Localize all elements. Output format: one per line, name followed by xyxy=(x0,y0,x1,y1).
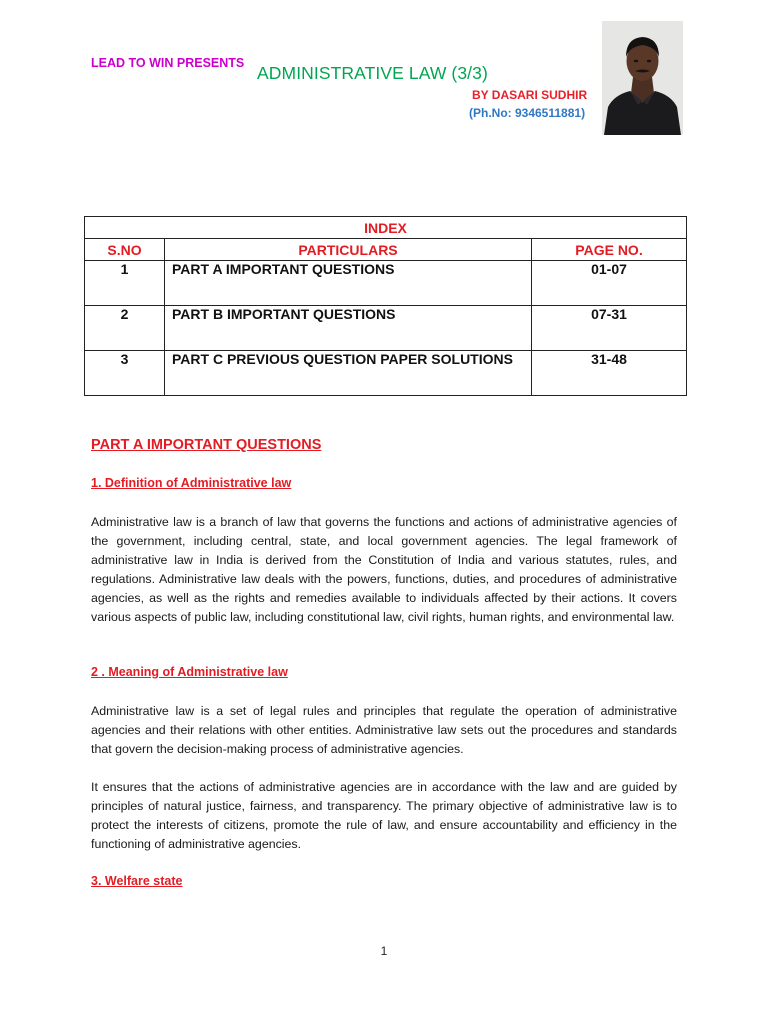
part-a-heading: PART A IMPORTANT QUESTIONS xyxy=(91,437,322,453)
document-title: ADMINISTRATIVE LAW (3/3) xyxy=(257,63,488,83)
column-header-particulars: PARTICULARS xyxy=(165,239,532,261)
section-heading-definition: 1. Definition of Administrative law xyxy=(91,476,292,490)
row-sno: 1 xyxy=(85,261,165,306)
table-header-row xyxy=(85,239,687,261)
column-header-page: PAGE NO. xyxy=(532,239,687,261)
row-page: 01-07 xyxy=(532,261,687,306)
paragraph-meaning-1: Administrative law is a set of legal rules and principles that regulate the operation of administrative agencies and their relations with other entities. Administrative law sets out the procedures and standards that govern the decision-making process of administrative agencies. xyxy=(91,704,677,756)
page-number: 1 xyxy=(380,944,388,958)
author-photo xyxy=(602,21,683,135)
table-row xyxy=(85,351,687,396)
table-row xyxy=(85,306,687,351)
paragraph-definition: Administrative law is a branch of law that governs the functions and actions of administrative agencies of the government, including central, state, and local government agencies. The legal framework of administrative law in India is derived from the Constitution of India and various statutes, rules, and regulations. Administrative law deals with the powers, functions, duties, and procedures of administrative agencies, as well as the rights and remedies available to individuals affected by their actions. It covers various aspects of public law, including constitutional law, civil rights, human rights, and environmental law. xyxy=(91,515,677,624)
row-page: 31-48 xyxy=(532,351,687,396)
author-name: BY DASARI SUDHIR xyxy=(472,88,588,102)
paragraph-meaning-2: It ensures that the actions of administrative agencies are in accordance with the law and are guided by principles of natural justice, fairness, and transparency. The primary objective of administrative law is to protect the interests of citizens, promote the rule of law, and ensure accountability and efficiency in the functioning of administrative agencies. xyxy=(91,780,677,851)
person-portrait-icon xyxy=(602,21,683,135)
row-particulars: PART B IMPORTANT QUESTIONS xyxy=(165,306,532,351)
row-sno: 3 xyxy=(85,351,165,396)
column-header-sno: S.NO xyxy=(85,239,165,261)
row-sno: 2 xyxy=(85,306,165,351)
index-title: INDEX xyxy=(85,217,687,239)
author-phone: (Ph.No: 9346511881) xyxy=(469,106,586,120)
index-table xyxy=(84,216,687,396)
section-heading-welfare-state: 3. Welfare state xyxy=(91,874,183,888)
section-heading-meaning: 2 . Meaning of Administrative law xyxy=(91,665,288,679)
table-row xyxy=(85,261,687,306)
row-particulars: PART C PREVIOUS QUESTION PAPER SOLUTIONS xyxy=(165,351,532,396)
presents-label: LEAD TO WIN PRESENTS xyxy=(91,56,245,70)
row-page: 07-31 xyxy=(532,306,687,351)
row-particulars: PART A IMPORTANT QUESTIONS xyxy=(165,261,532,306)
